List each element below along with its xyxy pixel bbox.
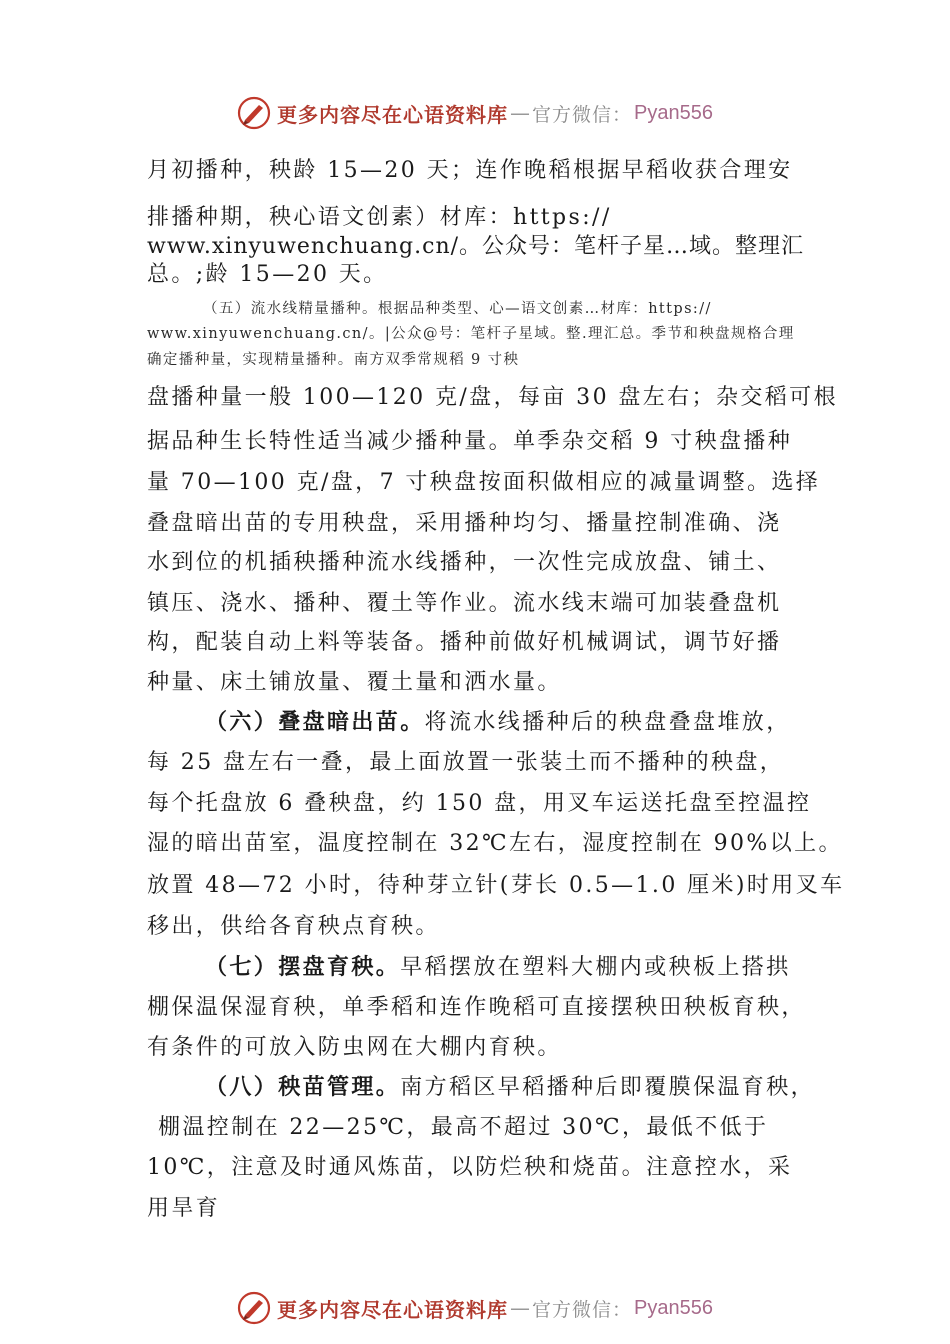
text-line: 盘播种量一般 100—120 克/盘，每亩 30 盘左右；杂交稻可根 (147, 385, 838, 410)
text-line: 棚温控制在 22—25℃，最高不超过 30℃，最低不低于 (158, 1115, 769, 1140)
text-line: www.xinyuwenchuang.cn/。公众号：笔杆子星…域。整理汇 (147, 234, 805, 259)
text-line: 种量、床土铺放量、覆土量和洒水量。 (147, 670, 562, 695)
text-line: 放置 48—72 小时，待种芽立针(芽长 0.5—1.0 厘米)时用叉车 (147, 873, 845, 898)
text-line: 总。;龄 15—20 天。 (147, 262, 388, 287)
text-line: 叠盘暗出苗的专用秧盘，采用播种均匀、播量控制准确、浇 (147, 511, 782, 536)
small-text-line: www.xinyuwenchuang.cn/。|公众@号：笔杆子星域。整.理汇总。季节和秧盘规格合理 (147, 326, 795, 342)
banner-dash: — (510, 101, 530, 125)
text-line: 有条件的可放入防虫网在大棚内育秧。 (147, 1035, 562, 1060)
text-line: 用旱育 (147, 1196, 221, 1221)
text-line: 据品种生长特性适当减少播种量。单季杂交稻 9 寸秧盘播种 (147, 429, 793, 454)
section-heading: （八）秧苗管理。 (205, 1074, 401, 1100)
section-heading: （七）摆盘育秧。 (205, 954, 401, 980)
small-text-line: （五）流水线精量播种。根据品种类型、心—语文创素…材库：https:// (203, 301, 712, 317)
text-line: 排播种期，秧心语文创素）材库：https:// (147, 205, 612, 230)
text-line: 镇压、浇水、播种、覆土等作业。流水线末端可加装叠盘机 (147, 591, 782, 616)
section-heading: （六）叠盘暗出苗。 (205, 709, 425, 735)
small-text-line: 确定播种量，实现精量播种。南方双季常规稻 9 寸秧 (147, 352, 520, 368)
paragraph-seven-first-line (205, 950, 791, 981)
banner-slogan: 更多内容尽在心语资料库 (277, 1297, 508, 1322)
footer-banner (0, 1288, 950, 1328)
text-line: 水到位的机插秧播种流水线播种，一次性完成放盘、铺土、 (147, 550, 782, 575)
text-line: 构，配装自动上料等装备。播种前做好机械调试，调节好播 (147, 630, 782, 655)
paragraph-eight-first-line (205, 1070, 815, 1101)
text-line: 量 70—100 克/盘，7 寸秧盘按面积做相应的减量调整。选择 (147, 470, 821, 495)
text-run: 南方稻区早稻播种后即覆膜保温育秧， (400, 1075, 816, 1100)
pen-logo-icon (237, 1291, 271, 1325)
text-run: 早稻摆放在塑料大棚内或秧板上搭拱 (400, 955, 791, 980)
paragraph-six-first-line (205, 705, 791, 736)
text-line: 每 25 盘左右一叠，最上面放置一张装土而不播种的秧盘， (147, 750, 785, 775)
banner-wechat-label: 官方微信： (532, 1298, 633, 1321)
header-banner (0, 93, 950, 133)
text-line: 10℃，注意及时通风炼苗，以防烂秧和烧苗。注意控水，采 (147, 1155, 793, 1180)
text-line: 月初播种，秧龄 15—20 天；连作晚稻根据早稻收获合理安 (147, 158, 793, 183)
text-run: 将流水线播种后的秧盘叠盘堆放， (424, 710, 791, 735)
text-line: 每个托盘放 6 叠秧盘，约 150 盘，用叉车运送托盘至控温控 (147, 791, 812, 816)
pen-logo-icon (237, 96, 271, 130)
banner-wechat-id: Pyan556 (634, 101, 713, 124)
text-line: 移出，供给各育秧点育秧。 (147, 914, 440, 939)
banner-slogan: 更多内容尽在心语资料库 (277, 102, 508, 127)
banner-wechat-label: 官方微信： (532, 103, 633, 126)
banner-wechat-id: Pyan556 (634, 1296, 713, 1319)
text-line: 棚保温保湿育秧，单季稻和连作晚稻可直接摆秧田秧板育秧， (147, 995, 806, 1020)
text-line: 湿的暗出苗室，温度控制在 32℃左右，湿度控制在 90%以上。 (147, 831, 843, 856)
banner-dash: — (510, 1296, 530, 1320)
